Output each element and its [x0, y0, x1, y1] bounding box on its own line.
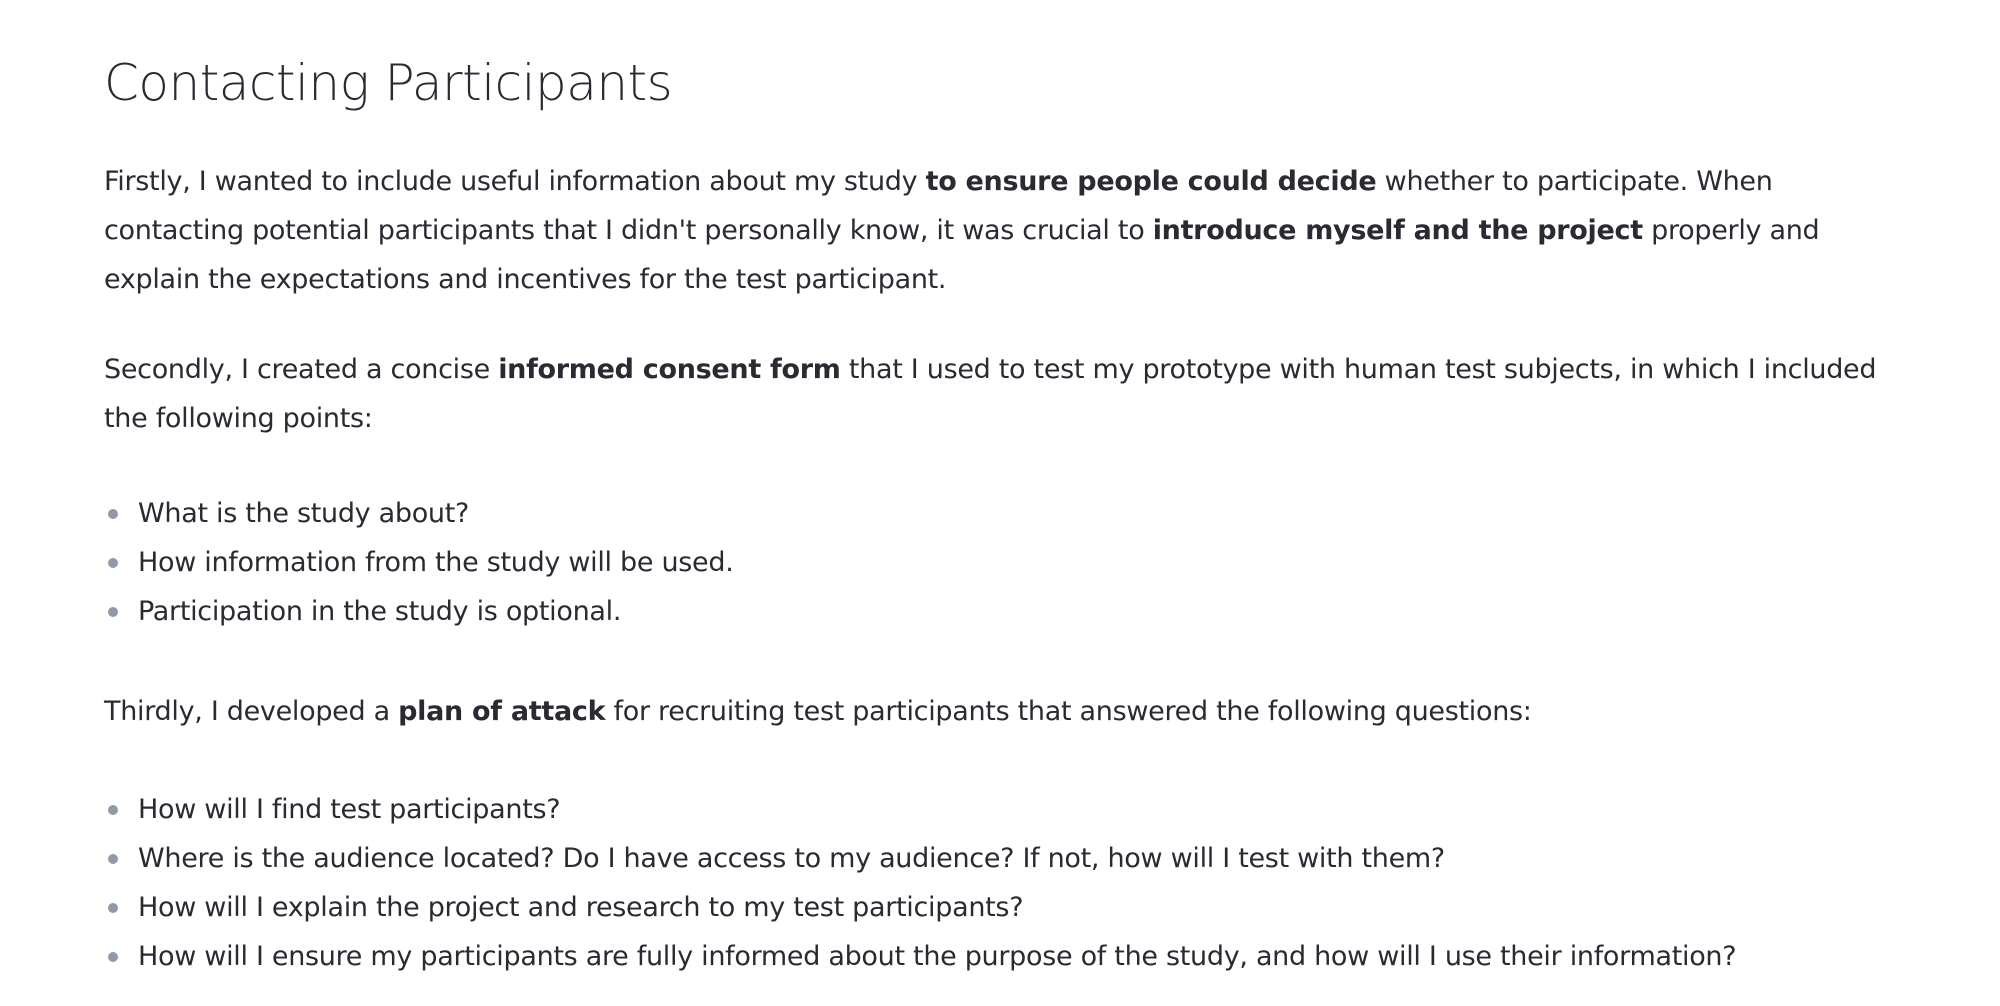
bullet-dot-icon	[108, 952, 118, 962]
list-item	[104, 587, 734, 636]
list-item	[104, 883, 1736, 932]
paragraph-line	[104, 394, 1924, 443]
paragraph-contacting	[104, 157, 1924, 304]
list-item	[104, 489, 734, 538]
bullet-dot-icon	[108, 558, 118, 568]
paragraph-line	[104, 687, 1924, 736]
bold-text: to ensure people could decide	[925, 166, 1377, 197]
list-item-text: Where is the audience located? Do I have access to my audience? If not, how will I test with them?	[138, 843, 1445, 874]
paragraph-line	[104, 345, 1924, 394]
paragraph-line	[104, 157, 1924, 206]
list-item-text: How will I ensure my participants are fully informed about the purpose of the study, and how will I use their information?	[138, 941, 1737, 972]
bullet-dot-icon	[108, 805, 118, 815]
bullet-dot-icon	[108, 854, 118, 864]
text-span: for recruiting test participants that answered the following questions:	[605, 696, 1532, 727]
paragraph-consent-form	[104, 345, 1924, 443]
list-item-text: How information from the study will be used.	[138, 547, 734, 578]
list-item-text: How will I explain the project and research to my test participants?	[138, 892, 1024, 923]
list-item	[104, 834, 1736, 883]
text-span: the following points:	[104, 403, 373, 434]
paragraph-line	[104, 255, 1924, 304]
list-item-text: Participation in the study is optional.	[138, 596, 622, 627]
text-span: Firstly, I wanted to include useful information about my study	[104, 166, 926, 197]
recruiting-questions-list	[104, 785, 1736, 981]
consent-points-list	[104, 489, 734, 636]
bullet-dot-icon	[108, 509, 118, 519]
bullet-dot-icon	[108, 607, 118, 617]
page-title: Contacting Participants	[104, 54, 673, 112]
paragraph-plan-of-attack	[104, 687, 1924, 736]
bold-text: introduce myself and the project	[1152, 215, 1643, 246]
text-span: contacting potential participants that I didn't personally know, it was crucial to	[104, 215, 1153, 246]
paragraph-line	[104, 206, 1924, 255]
list-item	[104, 932, 1736, 981]
text-span: explain the expectations and incentives for the test participant.	[104, 264, 947, 295]
text-span: Secondly, I created a concise	[104, 354, 499, 385]
bullet-dot-icon	[108, 903, 118, 913]
text-span: whether to participate. When	[1376, 166, 1773, 197]
bold-text: informed consent form	[498, 354, 841, 385]
text-span: properly and	[1642, 215, 1820, 246]
list-item-text: What is the study about?	[138, 498, 470, 529]
list-item-text: How will I find test participants?	[138, 794, 561, 825]
bold-text: plan of attack	[398, 696, 606, 727]
text-span: Thirdly, I developed a	[104, 696, 399, 727]
list-item	[104, 538, 734, 587]
list-item	[104, 785, 1736, 834]
text-span: that I used to test my prototype with human test subjects, in which I included	[840, 354, 1877, 385]
